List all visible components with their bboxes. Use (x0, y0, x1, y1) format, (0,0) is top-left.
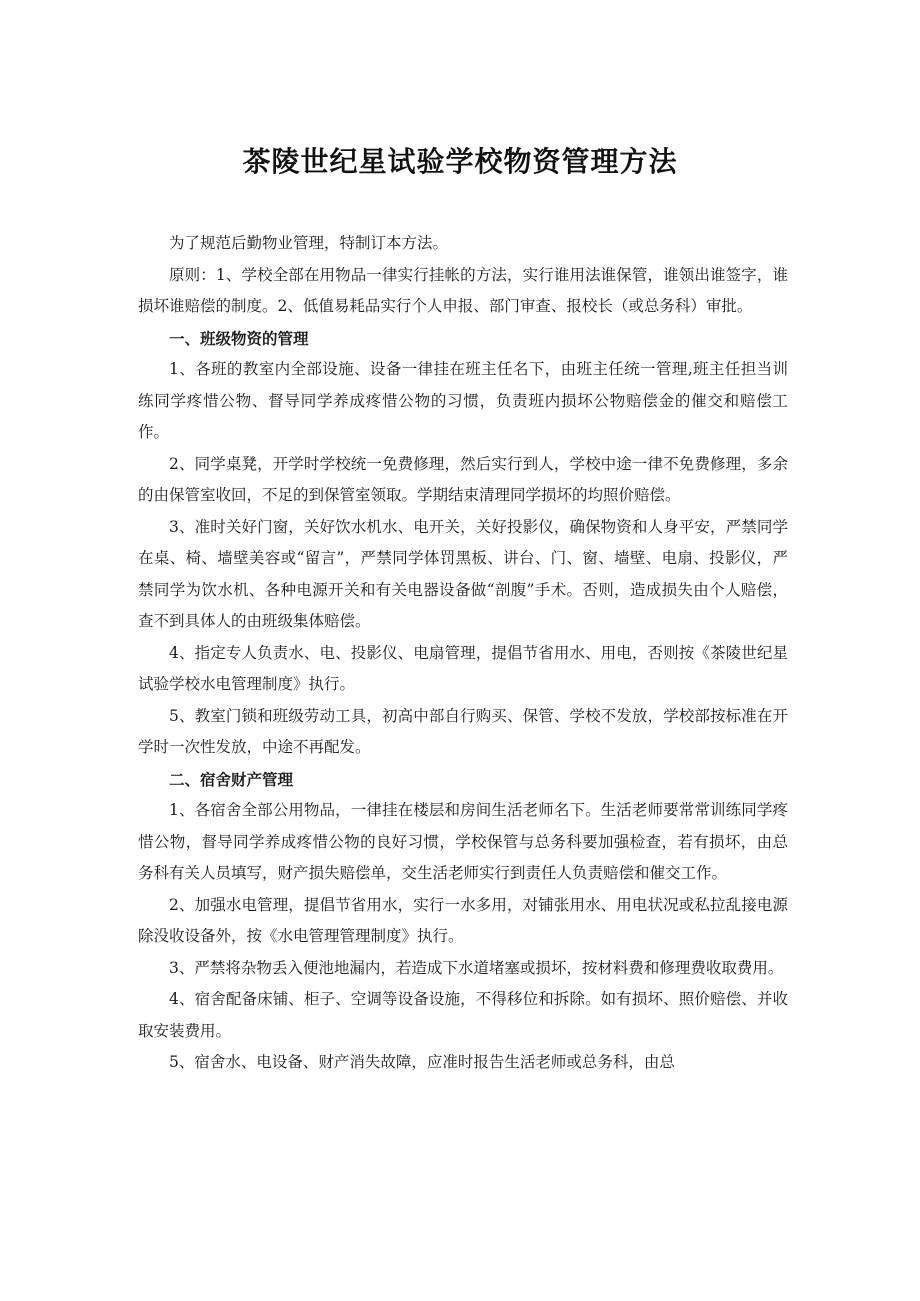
section1-item-5: 5、教室门锁和班级劳动工具，初高中部自行购买、保管、学校不发放，学校部按标准在开学时一次性发放，中途不再配发。 (138, 706, 788, 756)
section-heading-dormitory-property: 二、宿舍财产管理 (169, 769, 294, 789)
intro-paragraph: 为了规范后勤物业管理，特制订本方法。 (169, 234, 449, 252)
section1-item-1: 1、各班的教室内全部设施、设备一律挂在班主任名下，由班主任统一管理,班主任担当训练同学疼惜公物、督导同学养成疼惜公物的习惯，负责班内损坏公物赔偿金的催交和赔偿工作。 (138, 360, 788, 441)
section2-item-4: 4、宿舍配备床铺、柜子、空调等设备设施，不得移位和拆除。如有损坏、照价赔偿、并收取安装费用。 (138, 990, 788, 1040)
section2-item-3: 3、严禁将杂物丢入便池地漏内，若造成下水道堵塞或损坏，按材料费和修理费收取费用。 (169, 958, 784, 977)
section2-item-2: 2、加强水电管理，提倡节省用水，实行一水多用，对铺张用水、用电状况或私拉乱接电源除没收设备外，按《水电管理管理制度》执行。 (138, 895, 788, 945)
section1-item-2: 2、同学桌凳，开学时学校统一免费修理，然后实行到人，学校中途一律不免费修理，多余的由保管室收回，不足的到保管室领取。学期结束清理同学损坏的均照价赔偿。 (138, 454, 788, 504)
section2-item-1: 1、各宿舍全部公用物品，一律挂在楼层和房间生活老师名下。生活老师要常常训练同学疼惜公物，督导同学养成疼惜公物的良好习惯，学校保管与总务科要加强检查，若有损坏，由总务科有关人员填写，财产损失赔偿单，交生活老师实行到责任人负责赔偿和催交工作。 (138, 801, 788, 882)
document-body (138, 228, 788, 1079)
section-heading-class-materials: 一、班级物资的管理 (169, 328, 309, 348)
document-title: 茶陵世纪星试验学校物资管理方法 (242, 145, 678, 178)
section1-item-3: 3、准时关好门窗，关好饮水机水、电开关，关好投影仪，确保物资和人身平安，严禁同学在桌、椅、墙壁美容或“留言”，严禁同学体罚黑板、讲台、门、窗、墙壁、电扇、投影仪，严禁同学为饮水机、各种电源开关和有关电器设备做“剖腹”手术。否则，造成损失由个人赔偿，查不到具体人的由班级集体赔偿。 (138, 517, 788, 630)
section2-item-5: 5、宿舍水、电设备、财产消失故障，应准时报告生活老师或总务科，由总 (169, 1053, 675, 1071)
principle-paragraph: 原则：1、学校全部在用物品一律实行挂帐的方法，实行谁用法谁保管，谁领出谁签字，谁损坏谁赔偿的制度。2、低值易耗品实行个人申报、部门审查、报校长（或总务科）审批。 (138, 265, 788, 315)
section1-item-4: 4、指定专人负责水、电、投影仪、电扇管理，提倡节省用水、用电，否则按《茶陵世纪星试验学校水电管理制度》执行。 (138, 643, 788, 693)
